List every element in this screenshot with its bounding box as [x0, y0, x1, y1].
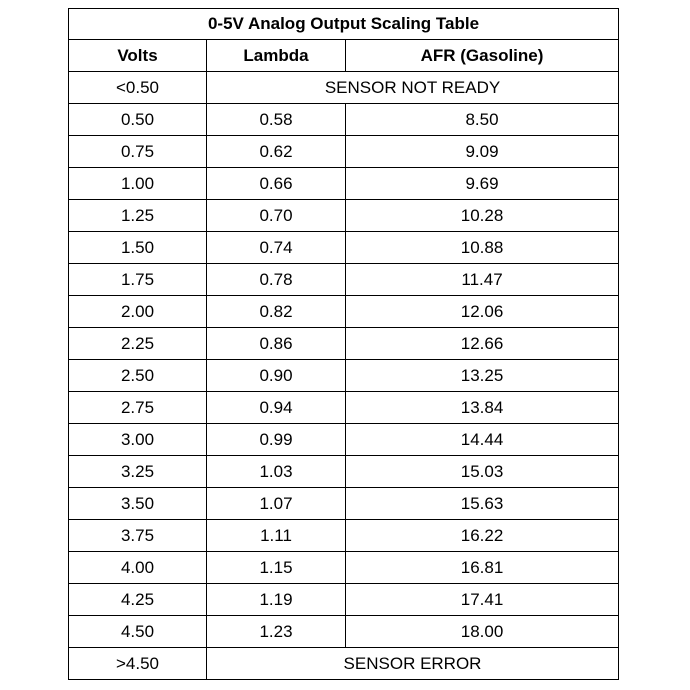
table-row	[69, 168, 619, 200]
column-header-afr: AFR (Gasoline)	[346, 40, 619, 72]
cell-afr: 13.25	[346, 360, 619, 392]
table-row	[69, 616, 619, 648]
cell-afr: 14.44	[346, 424, 619, 456]
cell-volts: 2.25	[69, 328, 207, 360]
cell-volts: 1.00	[69, 168, 207, 200]
cell-volts: 1.25	[69, 200, 207, 232]
cell-afr: 12.06	[346, 296, 619, 328]
cell-afr: 11.47	[346, 264, 619, 296]
cell-lambda: 1.11	[207, 520, 346, 552]
table-row	[69, 360, 619, 392]
cell-volts: 3.00	[69, 424, 207, 456]
cell-afr: 16.22	[346, 520, 619, 552]
cell-afr: 10.28	[346, 200, 619, 232]
cell-volts: 3.75	[69, 520, 207, 552]
cell-volts: >4.50	[69, 648, 207, 680]
cell-volts: 2.75	[69, 392, 207, 424]
table-row	[69, 552, 619, 584]
cell-volts: 2.00	[69, 296, 207, 328]
cell-afr: 16.81	[346, 552, 619, 584]
cell-lambda: 1.15	[207, 552, 346, 584]
table-row	[69, 584, 619, 616]
table-body	[69, 72, 619, 680]
table-row	[69, 456, 619, 488]
cell-lambda: 1.19	[207, 584, 346, 616]
cell-volts: 4.50	[69, 616, 207, 648]
title-row	[69, 9, 619, 40]
cell-afr: 10.88	[346, 232, 619, 264]
cell-afr: 17.41	[346, 584, 619, 616]
cell-afr: 18.00	[346, 616, 619, 648]
cell-lambda: 0.58	[207, 104, 346, 136]
column-header-lambda: Lambda	[207, 40, 346, 72]
cell-lambda: 1.03	[207, 456, 346, 488]
cell-volts: 0.75	[69, 136, 207, 168]
table-row	[69, 264, 619, 296]
cell-lambda: 1.07	[207, 488, 346, 520]
cell-lambda: 0.70	[207, 200, 346, 232]
table-row	[69, 296, 619, 328]
table-row	[69, 328, 619, 360]
cell-afr: 9.09	[346, 136, 619, 168]
cell-lambda: 0.66	[207, 168, 346, 200]
table-row	[69, 392, 619, 424]
cell-lambda: 0.82	[207, 296, 346, 328]
table-row-sensor-error	[69, 648, 619, 680]
cell-afr: 15.03	[346, 456, 619, 488]
column-header-volts: Volts	[69, 40, 207, 72]
cell-afr: 13.84	[346, 392, 619, 424]
table-row	[69, 136, 619, 168]
table-row	[69, 232, 619, 264]
table-row	[69, 104, 619, 136]
cell-lambda: 0.74	[207, 232, 346, 264]
cell-lambda: 0.94	[207, 392, 346, 424]
cell-volts: 3.25	[69, 456, 207, 488]
table-row	[69, 424, 619, 456]
cell-lambda: 0.86	[207, 328, 346, 360]
table-title: 0-5V Analog Output Scaling Table	[69, 9, 619, 40]
cell-lambda: 0.99	[207, 424, 346, 456]
table-row	[69, 200, 619, 232]
cell-lambda: 1.23	[207, 616, 346, 648]
cell-volts: 4.00	[69, 552, 207, 584]
cell-lambda: 0.78	[207, 264, 346, 296]
scaling-table	[68, 8, 619, 680]
cell-afr: 8.50	[346, 104, 619, 136]
cell-lambda: 0.90	[207, 360, 346, 392]
cell-volts: 1.50	[69, 232, 207, 264]
cell-status-note: SENSOR NOT READY	[207, 72, 619, 104]
cell-volts: 4.25	[69, 584, 207, 616]
cell-volts: <0.50	[69, 72, 207, 104]
cell-volts: 1.75	[69, 264, 207, 296]
cell-volts: 3.50	[69, 488, 207, 520]
cell-afr: 9.69	[346, 168, 619, 200]
table-row-sensor-not-ready	[69, 72, 619, 104]
cell-afr: 15.63	[346, 488, 619, 520]
cell-volts: 2.50	[69, 360, 207, 392]
cell-afr: 12.66	[346, 328, 619, 360]
cell-status-note: SENSOR ERROR	[207, 648, 619, 680]
cell-lambda: 0.62	[207, 136, 346, 168]
table-row	[69, 488, 619, 520]
header-row	[69, 40, 619, 72]
table-row	[69, 520, 619, 552]
cell-volts: 0.50	[69, 104, 207, 136]
